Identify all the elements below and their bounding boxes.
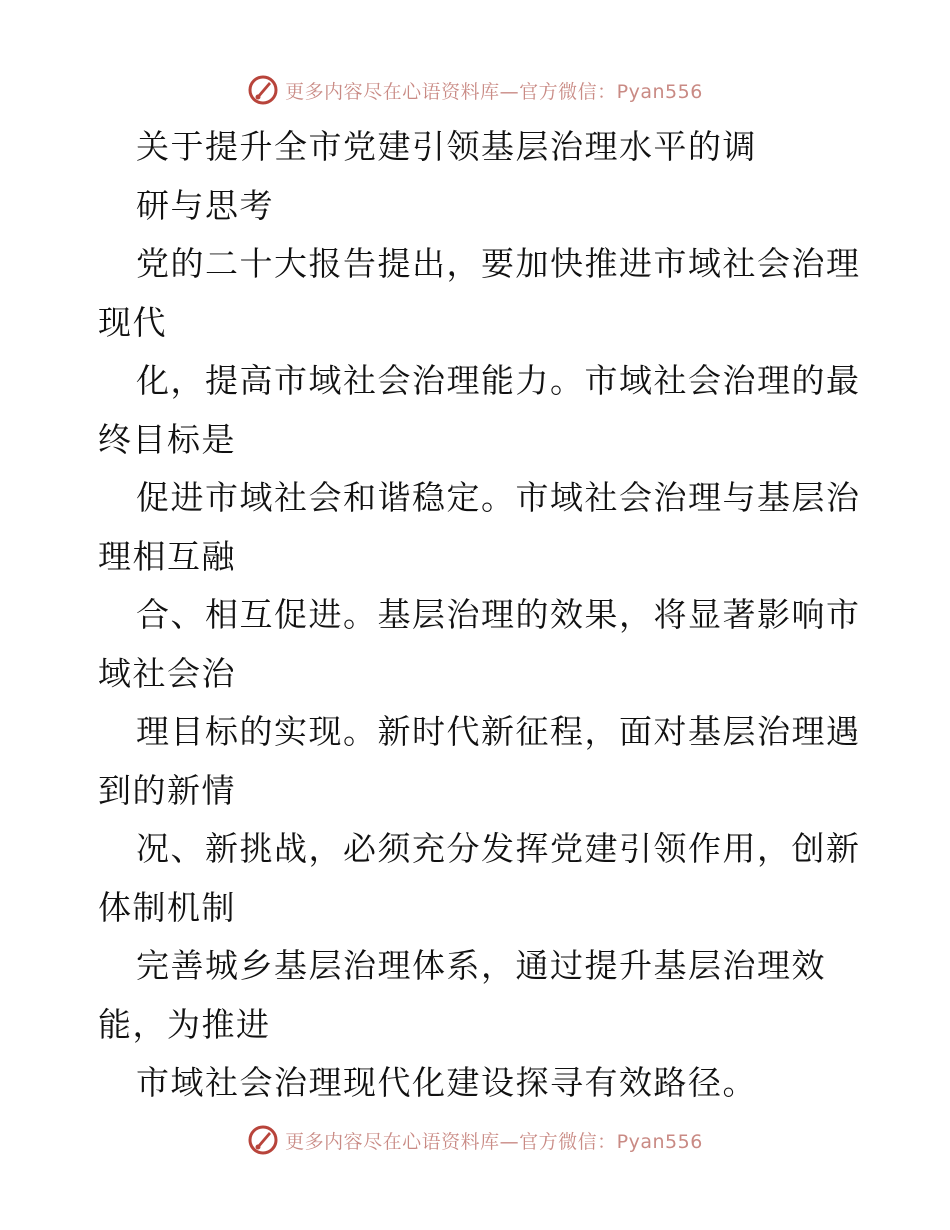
paragraph-line: 理相互融 xyxy=(98,536,236,576)
paragraph-line: 化，提高市域社会治理能力。市域社会治理的最 xyxy=(136,361,861,400)
doc-title-line-2: 研与思考 xyxy=(136,185,274,225)
brand-logo-icon xyxy=(247,74,279,106)
paragraph-line: 市域社会治理现代化建设探寻有效路径。 xyxy=(136,1063,757,1102)
paragraph-line: 现代 xyxy=(98,302,167,342)
paragraph-line: 理目标的实现。新时代新征程，面对基层治理遇 xyxy=(136,712,861,751)
paragraph-line: 党的二十大报告提出，要加快推进市域社会治理 xyxy=(136,244,861,283)
watermark-text: 更多内容尽在心语资料库—官方微信：Pyan556 xyxy=(285,80,703,103)
paragraph-line: 合、相互促进。基层治理的效果，将显著影响市 xyxy=(136,595,861,634)
paragraph-line: 终目标是 xyxy=(98,419,236,459)
brand-logo-icon xyxy=(247,1124,279,1156)
paragraph-line: 到的新情 xyxy=(98,770,236,810)
doc-title-line-1: 关于提升全市党建引领基层治理水平的调 xyxy=(136,127,757,166)
paragraph-line: 体制机制 xyxy=(98,887,236,927)
paragraph-line: 能，为推进 xyxy=(98,1004,271,1044)
document-body xyxy=(98,118,861,1113)
footer-watermark xyxy=(0,1120,950,1160)
paragraph-line: 促进市域社会和谐稳定。市域社会治理与基层治 xyxy=(136,478,861,517)
watermark-text: 更多内容尽在心语资料库—官方微信：Pyan556 xyxy=(285,1130,703,1153)
paragraph-line: 完善城乡基层治理体系，通过提升基层治理效 xyxy=(136,946,826,985)
header-watermark xyxy=(0,70,950,110)
paragraph-line: 况、新挑战，必须充分发挥党建引领作用，创新 xyxy=(136,829,861,868)
paragraph-line: 域社会治 xyxy=(98,653,236,693)
